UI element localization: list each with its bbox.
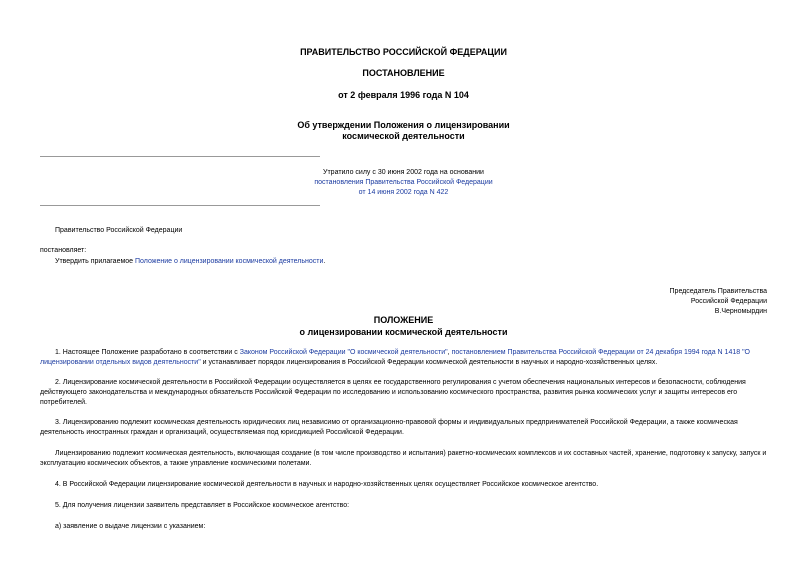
paragraph-3b: Лицензированию подлежит космическая деятельность, включающая создание (в том числе производство и испытания) ракетно-космических комплексов и их составных частей, хранение, подготовку к запуску, запуск и эксплуатацию космических объектов, а также управление космическими полетами. bbox=[40, 450, 767, 467]
signature-country: Российской Федерации bbox=[690, 298, 767, 305]
approve-prefix: Утвердить прилагаемое bbox=[55, 258, 136, 265]
p1-text-c: и устанавливает порядок лицензирования в Российской Федерации космической деятельности в научных и народно-хозяйственных целях. bbox=[200, 359, 658, 366]
divider-top bbox=[40, 156, 320, 157]
preamble-subject: Правительство Российской Федерации bbox=[55, 227, 183, 234]
decree-link[interactable]: постановлением Правительства Российской Федерации от 24 декабря 1994 года N 1418 "О лицензировании отдельных видов деятельности" bbox=[40, 349, 750, 366]
regulation-link[interactable]: Положение о лицензировании космической деятельности bbox=[135, 258, 324, 265]
expiry-link-line2[interactable]: от 14 июня 2002 года N 422 bbox=[358, 189, 449, 196]
p1-text-a: 1. Настоящее Положение разработано в соответствии с bbox=[55, 349, 240, 356]
preamble-resolves: постановляет: bbox=[40, 247, 87, 254]
signature-title: Председатель Правительства bbox=[669, 288, 767, 295]
paragraph-3: 3. Лицензированию подлежит космическая деятельность юридических лиц независимо от организационно-правовой формы и индивидуальных предпринимателей Российской Федерации, а также космическая деятельность иностранных граждан и организаций, осуществляемая под юрисдикцией Российской Федерации. bbox=[40, 419, 738, 436]
paragraph-5: 5. Для получения лицензии заявитель представляет в Российское космическое агентство: bbox=[55, 502, 350, 509]
law-link[interactable]: Законом Российской Федерации "О космической деятельности" bbox=[239, 349, 448, 356]
signature-name: В.Черномырдин bbox=[714, 308, 767, 315]
document-title-line2: космической деятельности bbox=[342, 131, 465, 141]
document-date-number: от 2 февраля 1996 года N 104 bbox=[338, 90, 469, 100]
paragraph-1 bbox=[40, 348, 768, 368]
approve-suffix: . bbox=[323, 258, 326, 265]
document-type-heading: ПОСТАНОВЛЕНИЕ bbox=[362, 68, 445, 78]
paragraph-4: 4. В Российской Федерации лицензирование космической деятельности в научных и народно-хозяйственных целях осуществляет Российское космическое агентство. bbox=[55, 481, 599, 488]
regulation-title: ПОЛОЖЕНИЕ bbox=[373, 315, 434, 325]
document-title-line1: Об утверждении Положения о лицензировании bbox=[297, 120, 510, 130]
paragraph-5a: а) заявление о выдаче лицензии с указанием: bbox=[55, 523, 206, 530]
preamble-approve bbox=[55, 257, 325, 267]
divider-bottom bbox=[40, 205, 320, 206]
expiry-note: Утратило силу с 30 июня 2002 года на основании bbox=[323, 169, 484, 176]
regulation-subtitle: о лицензировании космической деятельности bbox=[299, 327, 508, 337]
paragraph-2: 2. Лицензирование космической деятельности в Российской Федерации осуществляется в целях ее государственного регулирования с учетом обеспечения национальных интересов и безопасности, соблюдения действующего законодательства и международных обязательств Российской Федерации по исследованию и использованию космического пространства, развития рынка космических услуг и защиты интересов его потребителей. bbox=[40, 379, 746, 406]
expiry-link-line1[interactable]: постановления Правительства Российской Федерации bbox=[314, 179, 493, 186]
government-heading: ПРАВИТЕЛЬСТВО РОССИЙСКОЙ ФЕДЕРАЦИИ bbox=[300, 47, 507, 57]
p1-text-b: , bbox=[447, 349, 452, 356]
